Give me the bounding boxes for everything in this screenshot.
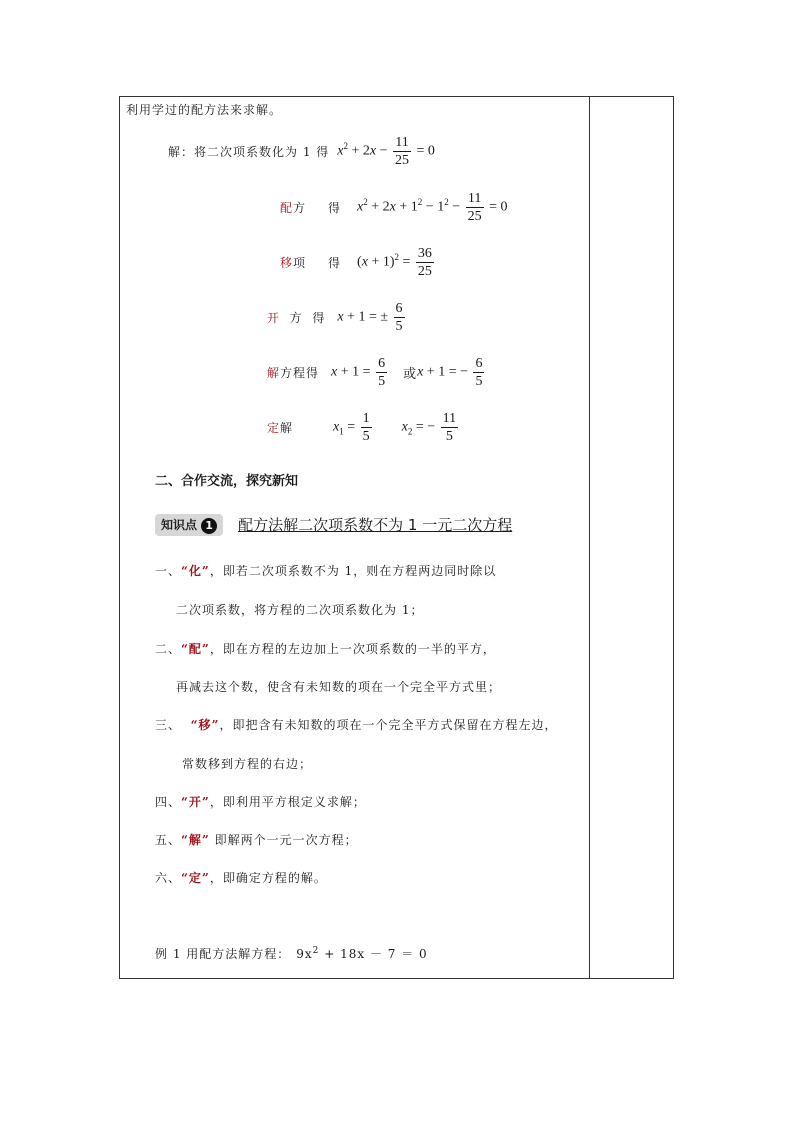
solution-line-1 [168,134,435,169]
intro-text: 利用学过的配方法来求解。 [126,103,283,117]
equation-1: $x^2 + 2x$ − $\frac{11}{25}$ = 0 [337,135,435,168]
solution-step-solve: 解方程得 x + 1 = $\frac{6}{5}$ 或 x + 1 = − $\frac{6}{5}$ [267,356,483,389]
rule-1-cont: 二次项系数，将方程的二次项系数化为 1； [176,603,424,617]
solution-step-final: 定解 $x_1$ = $\frac{1}{5}$ $x_2$ = − $\frac{11}{5}$ [267,411,457,444]
solution-step-square-root: 开 方 得 x + 1 = ± $\frac{6}{5}$ [267,301,403,334]
rule-6: 六、“定”，即确定方程的解。 [155,871,327,885]
rule-2: 二、“配”，即在方程的左边加上一次项系数的一半的平方， [155,642,496,656]
knowledge-point [155,514,512,536]
solution-step-complete-square: 配方 得 $x^2 + 2x + 1^2 - 1^2$ − $\frac{11}{25}$ = 0 [280,191,508,224]
solution-label: 解：将二次项系数化为 1 得 [168,145,330,159]
rule-2-cont: 再减去这个数，使含有未知数的项在一个完全平方式里； [176,680,502,694]
rule-5: 五、“解” 即解两个一元一次方程； [155,833,358,847]
knowledge-point-badge: 知识点 1 [155,514,223,536]
section-heading: 二、合作交流，探究新知 [155,474,299,489]
number-one-icon: 1 [201,518,217,534]
example-1: 例 1 用配方法解方程： $9x^2 + 18x - 7 = 0$ [155,946,428,961]
rule-3: 三、 “移”，即把含有未知数的项在一个完全平方式保留在方程左边， [155,718,558,732]
knowledge-point-title: 配方法解二次项系数不为 1 一元二次方程 [238,516,513,534]
solution-step-move-term: 移项 得 $(x + 1)^2$ = $\frac{36}{25}$ [280,246,432,279]
rule-4: 四、“开”，即利用平方根定义求解； [155,795,366,809]
rule-1: 一、“化”，即若二次项系数不为 1，则在方程两边同时除以 [155,564,497,578]
rule-3-cont: 常数移到方程的右边； [182,757,313,771]
column-divider [589,97,590,978]
